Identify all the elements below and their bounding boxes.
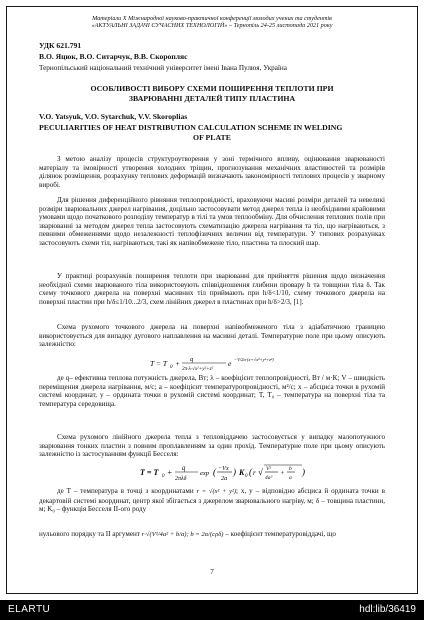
repository-footer-bar (0, 600, 424, 620)
paragraph-5: де q– ефективна теплова потужність джерела, Вт; λ – коефіцієнт теплопровідності, Вт / м·К; V – швидкість переміщення джерела нагрівання, м/с; a – коефіцієнт температуропровідності, м²/с; x – абсциса точки в рухомій системі координат, y – ордината точки в рухомій системі координат; T, T₀ – температура на поверхні тіла та температура середовища. (39, 374, 385, 408)
footer-handle: hdl:lib/36419 (359, 604, 416, 615)
svg-text:+: + (167, 468, 173, 477)
authors-ua: В.О. Яцюк, В.О. Ситарчук, В.В. Скоропляс (39, 52, 188, 61)
svg-text:√: √ (258, 467, 263, 477)
svg-text:r: r (253, 470, 256, 477)
paragraph-7-text-a: де T – температура в точці з координатами (57, 487, 194, 495)
page-number: 7 (210, 568, 214, 576)
paragraph-3: У практиці розрахунків поширення теплоти при зварюванні для прийняття рішення щодо визначення необхідної схеми зварюваного тіла використовують співвідношення глибини провару h та товщини тіла δ. Так схему точкового джерела на поверхні масивних тіл приймають при h/δ<1/10, схему точкового джерела на поверхні пластин при h/δ≤1/10...2/3, схем лінійних джерел в пластинах при h/δ>2/3, [1]. (39, 272, 385, 306)
svg-text:+: + (175, 359, 181, 368)
title-en (39, 123, 385, 142)
paragraph-2: Для рішення диференційного рівняння теплопровідності, враховуючи масиві розміри деталей та невеликі розміри зварювальних джерел нагрівання, доцільно застосовувати метод джерел тепла із необхідними крайовими умовами щодо початкового розподілу температур в тілі та умов теплообміну. Для обчислення теплових полів при зварюванні за методом джерел тепла застосовують схематизацію джерела нагрівання та тіл, що нагріваються, з певними обмеженнями щодо незалежності теплофізичних величин від температури. У типових розрахунках застосовують схеми тіл, нагріваються, такі як напівобмежене тіло, пластина та плоский шар. (39, 196, 385, 247)
svg-text:2π·λ·√x²+y²+z²: 2π·λ·√x²+y²+z² (182, 366, 214, 372)
paragraph-8 (39, 530, 385, 540)
paragraph-6: Схема рухомого лінійного джерела тепла з тепловіддачею застосовується у випадку малопотужного зварювання тонких пластин з повним проплавленням за один прохід. Температурне поле при цьому описують залежністю із застосуванням функції Бесселя: (39, 433, 385, 459)
udk-code: УДК 621.791 (39, 41, 82, 50)
svg-text:0: 0 (245, 474, 248, 479)
paragraph-4: Схема рухомого точкового джерела на поверхні напівобмеженого тіла з адіабатичною границею використовується для випадку дугового наплавлення на масивні деталі. Температурне поле при цьому описують залежністю: (39, 323, 385, 349)
svg-text:(: ( (249, 467, 252, 477)
svg-text:K: K (239, 468, 245, 477)
svg-text:4a²: 4a² (265, 475, 273, 481)
header-line-1: Матеріали Х Міжнародної науково-практичної конференції молодих учених та студентів (92, 15, 332, 22)
svg-text:2πλδ: 2πλδ (175, 476, 187, 482)
svg-text:e: e (228, 359, 232, 368)
svg-text:): ) (302, 467, 305, 477)
svg-text:0: 0 (162, 474, 165, 479)
formula-line-source-svg (140, 460, 310, 484)
svg-text:0: 0 (170, 365, 173, 370)
svg-text:b: b (289, 466, 292, 472)
svg-text:a: a (289, 475, 292, 481)
svg-text:q: q (190, 356, 194, 363)
svg-text:T = T: T = T (140, 468, 159, 477)
title-ua-line-2: ЗВАРЮВАННІ ДЕТАЛЕЙ ТИПУ ПЛАСТИНА (128, 93, 296, 103)
svg-text:2a: 2a (221, 475, 228, 482)
svg-text:−Vx: −Vx (218, 465, 229, 472)
title-en-line-1: PECULIARITIES OF HEAT DISTRIBUTION CALCULATION SCHEME IN WELDING (39, 123, 343, 132)
paragraph-8-text-b: – коефіцієнт температуровіддачі, що (225, 530, 336, 538)
footer-repository-name: ELARTU (8, 604, 51, 615)
paragraph-7 (39, 487, 385, 514)
affiliation: Тернопільський національний технічний університет імені Івана Пулюя, Україна (39, 64, 287, 72)
formula-point-source (150, 353, 300, 375)
svg-text:): ) (233, 467, 236, 477)
svg-text:−V/2a·(x+√x²+y²+z²): −V/2a·(x+√x²+y²+z²) (234, 357, 274, 362)
title-en-line-2: OF PLATE (193, 132, 231, 142)
svg-text:(: ( (213, 467, 216, 477)
argument-formula: r·√(V²/4a² + b/a); b = 2α/(cρδ) (141, 531, 224, 538)
svg-text:+: + (280, 470, 285, 477)
svg-text:V²: V² (266, 466, 272, 472)
formula-line-source (140, 460, 310, 486)
conference-header (40, 15, 384, 30)
formula-point-source-svg (150, 353, 300, 373)
svg-text:q: q (182, 465, 186, 472)
paragraph-7-text-b: ; x, y – відповідно абсциса й ордината точки в декартовій системі координат, центр якої збігається з джерелом зварювального нагріву, м; δ – товщина пластини, м; K₀ – функція Бесселя ІІ-ого роду (39, 487, 385, 514)
radius-formula: r = √(x² + y²) (196, 488, 237, 495)
header-line-2: «АКТУАЛЬНІ ЗАДАЧІ СУЧАСНИХ ТЕХНОЛОГІЙ» – Тернопіль 24-25 листопада 2021 року (91, 22, 333, 30)
paragraph-8-text-a: нульового порядку та ІІ аргумент (39, 530, 140, 538)
paragraph-1: З метою аналізу процесів структуроутворення у зоні термічного впливу, оцінювання зварюваності матеріалу та імовірності утворення холодних тріщин, прогнозування механічних властивостей та розмірів ділянок розміщення, розрахунку теплових деформацій визначають закономірності теплових процесів у зварному виробі. (39, 155, 385, 189)
svg-text:T = T: T = T (150, 359, 168, 368)
svg-text:exp: exp (200, 470, 210, 477)
authors-en: V.O. Yatsyuk, V.O. Sytarchuk, V.V. Skoroplias (39, 112, 188, 121)
title-ua (39, 84, 385, 103)
title-ua-line-1: ОСОБЛИВОСТІ ВИБОРУ СХЕМИ ПОШИРЕННЯ ТЕПЛОТИ ПРИ (90, 84, 334, 93)
